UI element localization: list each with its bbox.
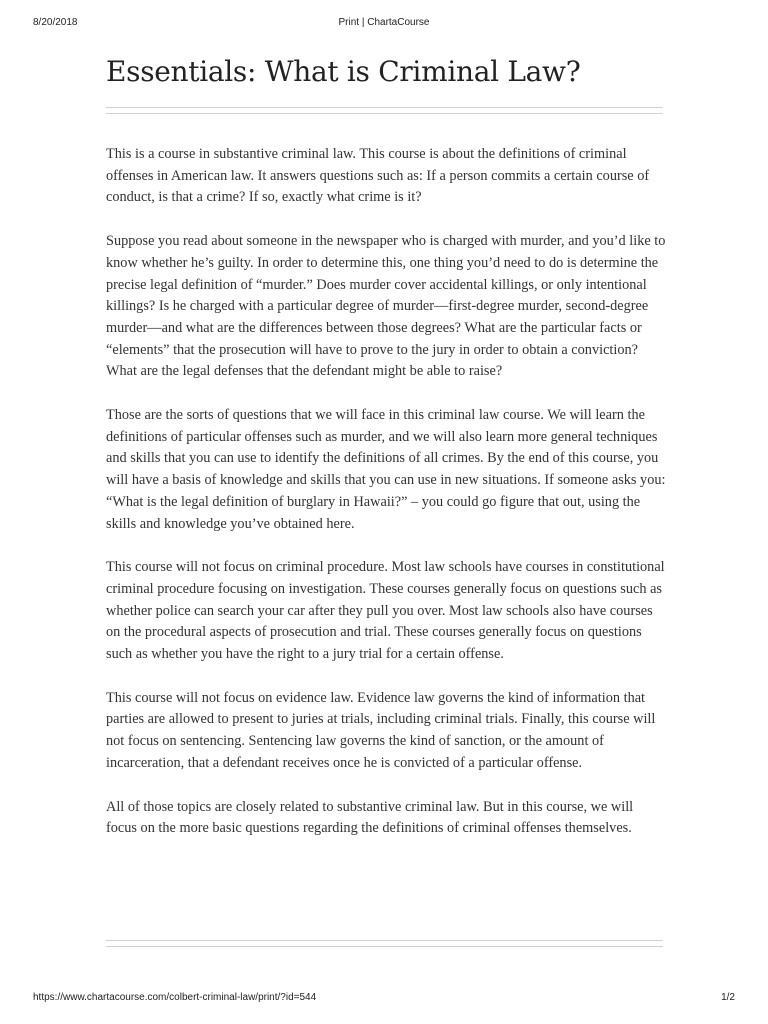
print-url[interactable]: https://www.chartacourse.com/colbert-criminal-law/print/?id=544 — [33, 992, 317, 1003]
paragraph: This course will not focus on criminal procedure. Most law schools have courses in constitutional criminal procedure focusing on investigation. These courses generally focus on questions such as whether police can search your car after they pull you over. Most law schools also have courses on the procedural aspects of prosecution and trial. These courses generally focus on questions such as whether you have the right to a jury trial for a certain offense. — [106, 559, 665, 663]
paragraph: Suppose you read about someone in the newspaper who is charged with murder, and you’d like to know whether he’s guilty. In order to determine this, one thing you’d need to do is determine the precise legal definition of “murder.” Does murder cover accidental killings, or only intentional killings? Is he charged with a particular degree of murder—first-degree murder, second-degree murder—and what are the differences between those degrees? What are the particular facts or “elements” that the prosecution will have to prove to the jury in order to obtain a conviction? What are the legal defenses that the defendant might be able to raise? — [106, 233, 666, 380]
print-date: 8/20/2018 — [33, 17, 78, 28]
print-footer — [0, 992, 768, 1012]
page-number: 1/2 — [721, 992, 735, 1003]
print-page-title: Print | ChartaCourse — [338, 17, 430, 28]
page-title: Essentials: What is Criminal Law? — [106, 55, 581, 88]
paragraph: All of those topics are closely related to substantive criminal law. But in this course, we will focus on the more basic questions regarding the definitions of criminal offenses themselves. — [106, 798, 634, 837]
paragraph: Those are the sorts of questions that we will face in this criminal law course. We will learn the definitions of particular offenses such as murder, and we will also learn more general techniques and skills that you can use to identify the definitions of all crimes. By the end of this course, you will have a basis of knowledge and skills that you can use in new situations. If someone asks you: “What is the legal definition of burglary in Hawaii?” – you could go figure that out, using the skills and knowledge you’ve obtained here. — [106, 407, 666, 532]
title-divider — [106, 107, 663, 114]
paragraph: This is a course in substantive criminal law. This course is about the definitions of criminal offenses in American law. It answers questions such as: If a person commits a certain course of conduct, is that a crime? If so, exactly what crime is it? — [106, 146, 650, 206]
paragraph: This course will not focus on evidence law. Evidence law governs the kind of information that parties are allowed to present to juries at trials, including criminal trials. Finally, this course will not focus on sentencing. Sentencing law governs the kind of sanction, or the amount of incarceration, that a defendant receives once he is convicted of a particular offense. — [106, 689, 656, 771]
print-header — [0, 17, 768, 37]
footer-divider — [106, 940, 663, 947]
article-body — [106, 144, 666, 862]
